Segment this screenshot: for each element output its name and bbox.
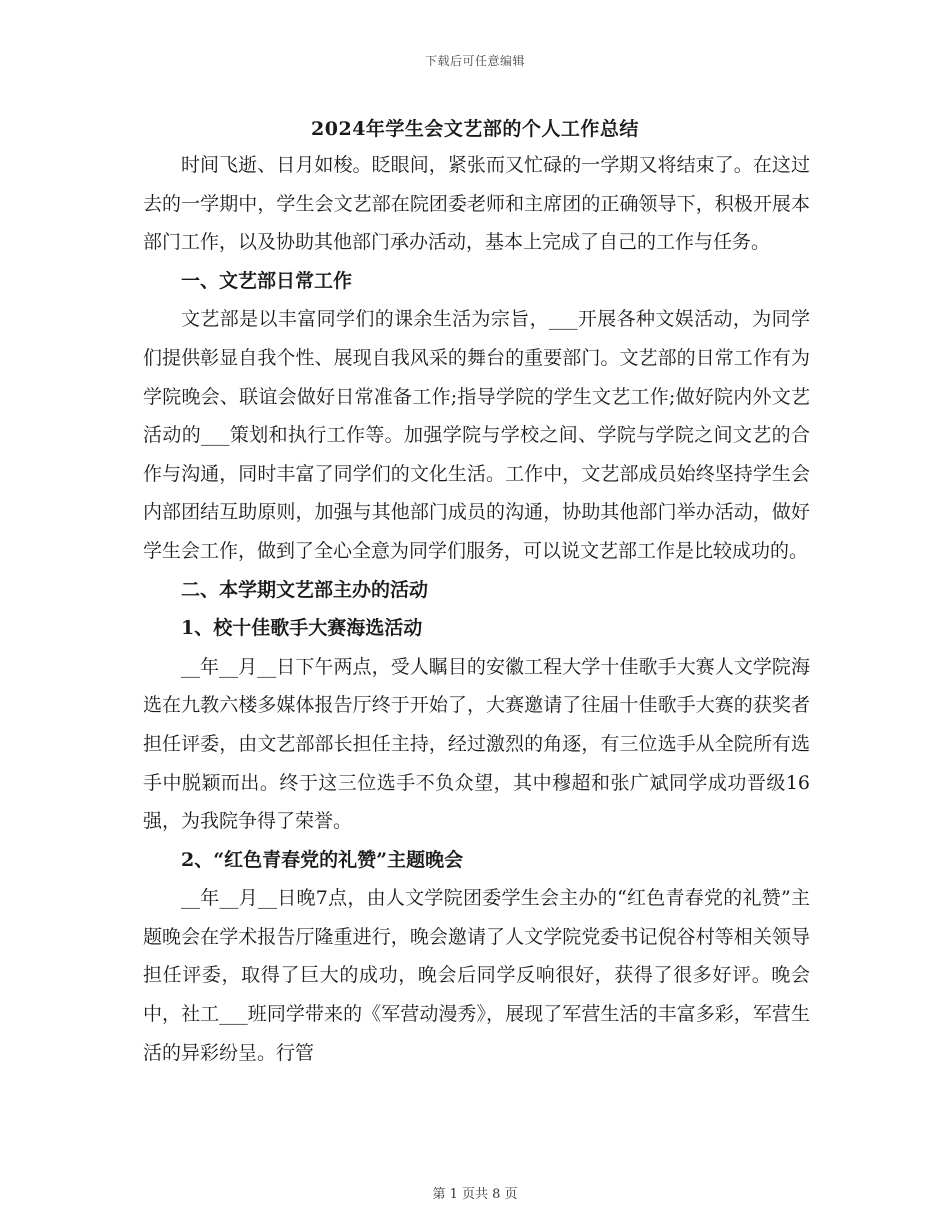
subsection-heading-singer-contest: 1、校十佳歌手大赛海选活动	[181, 617, 423, 640]
subsection-heading-theme-gala: 2、“红色青春党的礼赞”主题晚会	[181, 848, 464, 871]
section-heading-activities: 二、本学期文艺部主办的活动	[181, 578, 429, 601]
header-note: 下载后可任意编辑	[424, 54, 525, 68]
page-number: 第 1 页共 8 页	[432, 1187, 518, 1202]
section-heading-daily-work: 一、文艺部日常工作	[181, 269, 353, 292]
intro-paragraph: 时间飞逝、日月如梭。眨眼间，紧张而又忙碌的一学期又将结束了。在这过去的一学期中，学生会文艺部在院团委老师和主席团的正确领导下，积极开展本部门工作，以及协助其他部门承办活动，基本上完成了自己的工作与任务。	[143, 154, 810, 254]
theme-gala-paragraph: __年__月__日晚7点，由人文学院团委学生会主办的“红色青春党的礼赞”主题晚会在学术报告厅隆重进行，晚会邀请了人文学院党委书记倪谷村等相关领导担任评委，取得了巨大的成功，晚会后同学反响很好，获得了很多好评。晚会中，社工___班同学带来的《军营动漫秀》，展现了军营生活的丰富多彩，军营生活的异彩纷呈。行管	[143, 887, 810, 1064]
daily-work-paragraph: 文艺部是以丰富同学们的课余生活为宗旨，___开展各种文娱活动，为同学们提供彰显自我个性、展现自我风采的舞台的重要部门。文艺部的日常工作有为学院晚会、联谊会做好日常准备工作;指导学院的学生文艺工作;做好院内外文艺活动的___策划和执行工作等。加强学院与学校之间、学院与学院之间文艺的合作与沟通，同时丰富了同学们的文化生活。工作中，文艺部成员始终坚持学生会内部团结互助原则，加强与其他部门成员的沟通，协助其他部门举办活动，做好学生会工作，做到了全心全意为同学们服务，可以说文艺部工作是比较成功的。	[143, 308, 810, 562]
document-body	[143, 146, 810, 1072]
singer-contest-paragraph: __年__月__日下午两点，受人瞩目的安徽工程大学十佳歌手大赛人文学院海选在九教六楼多媒体报告厅终于开始了，大赛邀请了往届十佳歌手大赛的获奖者担任评委，由文艺部部长担任主持，经过激烈的角逐，有三位选手从全院所有选手中脱颖而出。终于这三位选手不负众望，其中穆超和张广斌同学成功晋级16强，为我院争得了荣誉。	[143, 655, 810, 833]
document-title: 2024年学生会文艺部的个人工作总结	[311, 118, 639, 140]
